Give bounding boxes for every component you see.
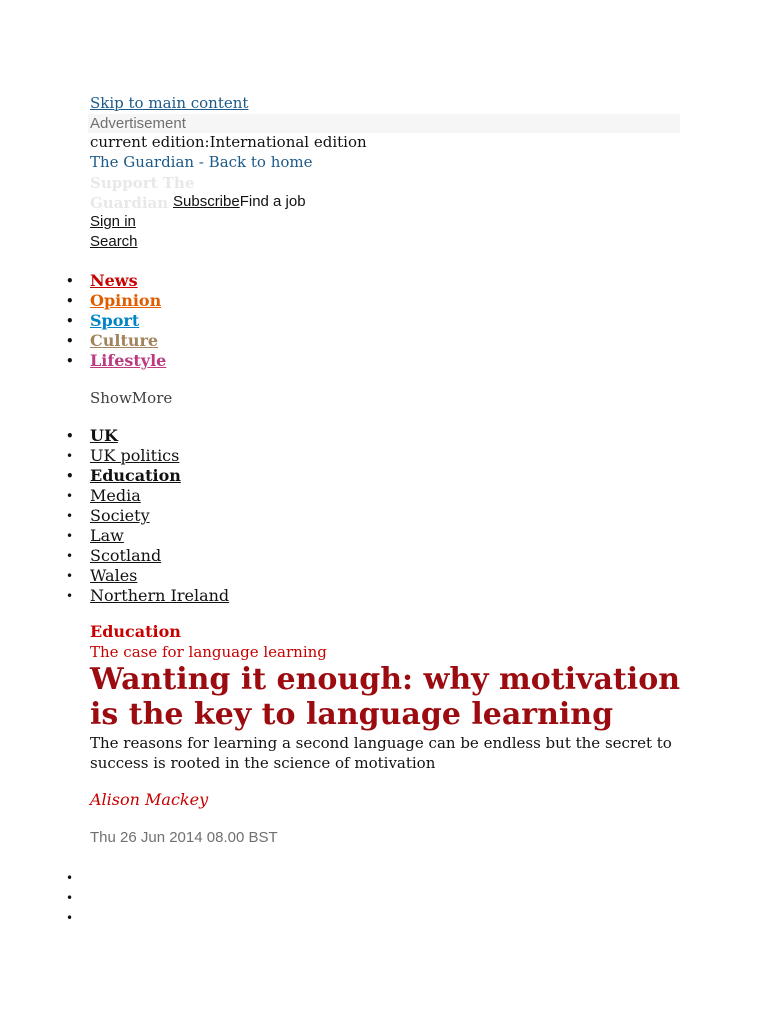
article-headline: Wanting it enough: why motivation is the key to language learning [90, 662, 681, 732]
bullet-icon: • [66, 529, 74, 543]
subnav-item-uk[interactable] [66, 426, 229, 446]
bullet-icon: • [66, 274, 74, 288]
subnav-item-education[interactable] [66, 466, 229, 486]
pillar-item-culture[interactable] [66, 331, 166, 351]
pillar-label: Sport [90, 311, 140, 330]
publish-date: Thu 26 Jun 2014 08.00 BST [90, 829, 278, 846]
bullet-icon: • [66, 871, 74, 885]
subnav-item-society[interactable] [66, 506, 229, 526]
subscribe-jobs-row [173, 193, 306, 210]
bullet-icon: • [66, 569, 74, 583]
sign-in-link[interactable]: Sign in [90, 213, 136, 230]
section-label[interactable]: Education [90, 622, 181, 641]
subnav-item-scotland[interactable] [66, 546, 229, 566]
bullet-icon: • [66, 911, 74, 925]
pillar-label: Opinion [90, 291, 162, 310]
bullet-icon: • [66, 891, 74, 905]
pillar-label: News [90, 271, 138, 290]
find-job-link[interactable]: Find a job [239, 193, 306, 210]
author-byline[interactable]: Alison Mackey [90, 790, 209, 809]
advertisement-label: Advertisement [88, 114, 680, 133]
bullet-icon: • [66, 549, 74, 563]
search-link[interactable]: Search [90, 233, 138, 250]
bullet-icon: • [66, 294, 74, 308]
subnav-label: Media [90, 486, 141, 505]
subnav-label: UK [90, 426, 118, 445]
pillar-item-news[interactable] [66, 271, 166, 291]
pillar-item-sport[interactable] [66, 311, 166, 331]
subnav-label: UK politics [90, 446, 180, 465]
bullet-icon: • [66, 429, 74, 443]
bullet-icon: • [66, 354, 74, 368]
subnav-label: Scotland [90, 546, 162, 565]
skip-to-main-content-link[interactable]: Skip to main content [90, 94, 249, 112]
subnav-item-wales[interactable] [66, 566, 229, 586]
pillar-label: Lifestyle [90, 351, 167, 370]
bullet-icon: • [66, 449, 74, 463]
subnav [66, 426, 230, 606]
subscribe-link[interactable]: Subscribe [173, 193, 240, 210]
bullet-icon: • [66, 489, 74, 503]
pillar-nav [66, 271, 167, 371]
subnav-label: Society [90, 506, 150, 525]
bullet-icon: • [66, 314, 74, 328]
bullet-icon: • [66, 334, 74, 348]
subnav-item-law[interactable] [66, 526, 229, 546]
show-more-button[interactable]: ShowMore [90, 389, 173, 407]
pillar-item-opinion[interactable] [66, 291, 166, 311]
home-link[interactable]: The Guardian - Back to home [90, 153, 313, 171]
bullet-icon: • [66, 589, 74, 603]
subnav-label: Wales [90, 566, 138, 585]
series-label[interactable]: The case for language learning [90, 643, 327, 661]
support-link[interactable]: Support The Guardian [90, 174, 195, 212]
article-standfirst: The reasons for learning a second language can be endless but the secret to success is rooted in the science of motivation [90, 734, 672, 772]
bullet-icon: • [66, 469, 74, 483]
bullet-icon: • [66, 509, 74, 523]
pillar-item-lifestyle[interactable] [66, 351, 167, 371]
subnav-label: Education [90, 466, 181, 485]
subnav-label: Law [90, 526, 124, 545]
subnav-item-uk-politics[interactable] [66, 446, 229, 466]
subnav-item-northern-ireland[interactable] [66, 586, 230, 606]
subnav-item-media[interactable] [66, 486, 229, 506]
edition-label[interactable]: current edition:International edition [90, 133, 367, 151]
pillar-label: Culture [90, 331, 159, 350]
subnav-label: Northern Ireland [90, 586, 230, 605]
